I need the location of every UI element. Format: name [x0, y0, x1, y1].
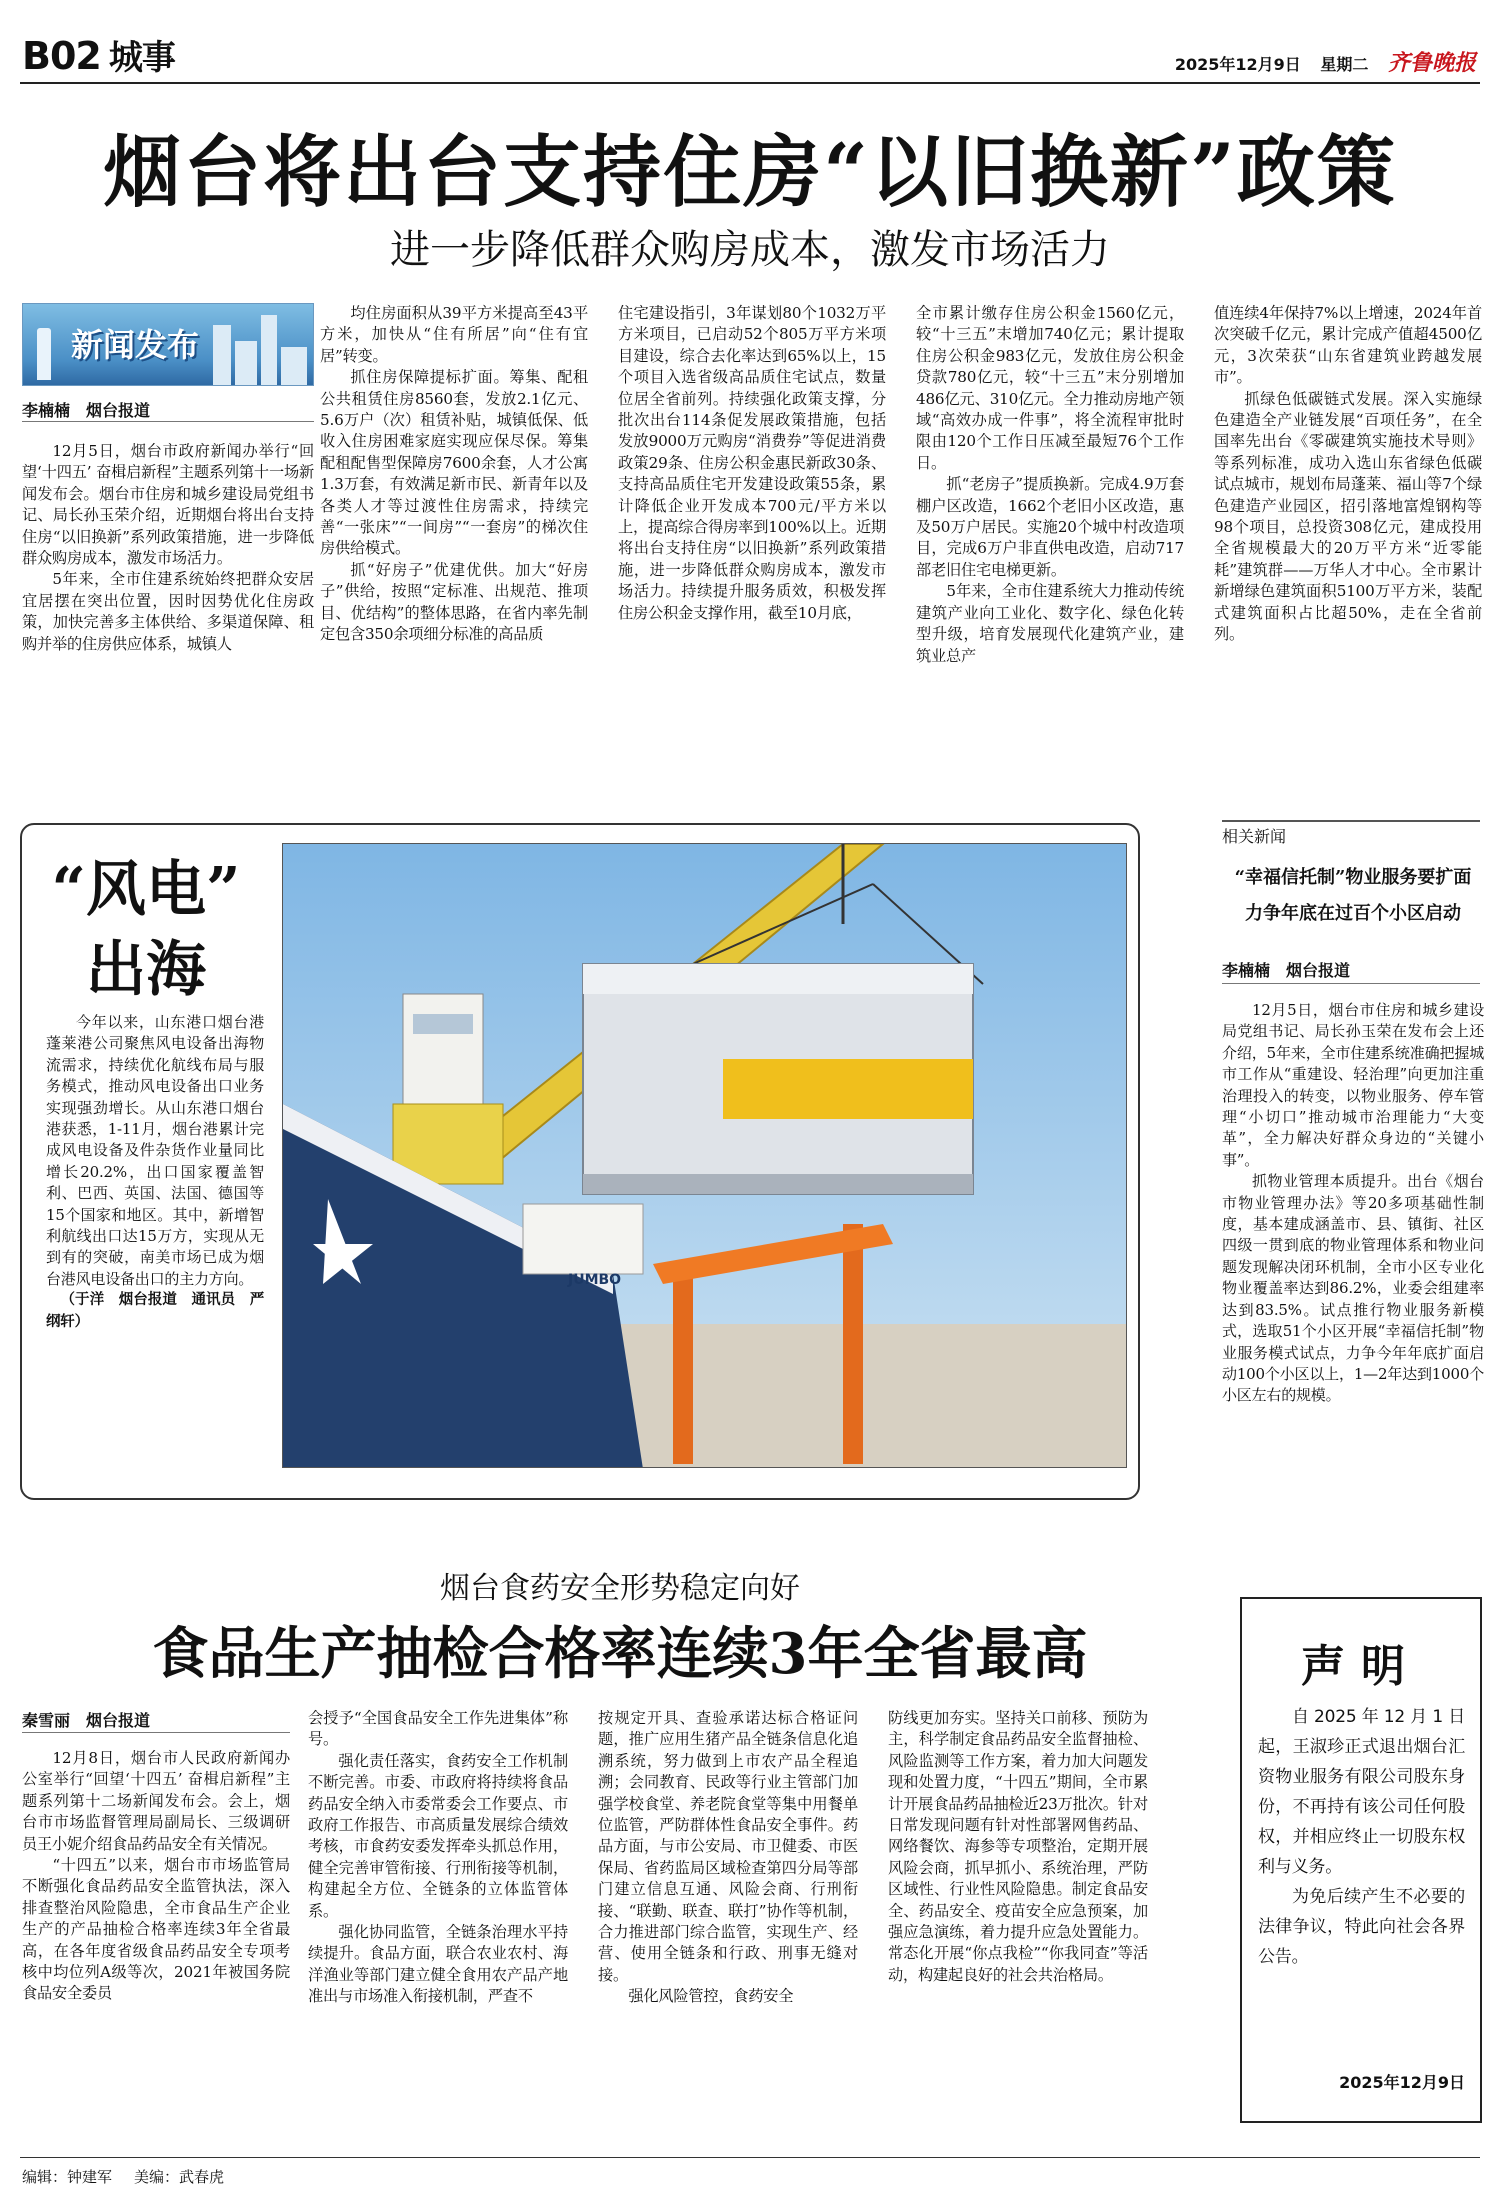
banner-text: 新闻发布	[71, 326, 200, 364]
lead-subhead: 进一步降低群众购房成本，激发市场活力	[390, 227, 1110, 273]
paragraph: 均住房面积从39平方米提高至43平方米，加快从“住有所居”向“住有宜居”转变。	[320, 304, 588, 365]
lead-column-4	[916, 303, 1184, 757]
byline-rule	[1222, 983, 1480, 984]
header-rule	[20, 82, 1480, 84]
paragraph: 自2025年12月1日起，王淑珍正式退出烟台汇资物业服务有限公司股东身份，不再持有该公司任何股权，并相应终止一切股东权利与义务。	[1258, 1707, 1465, 1877]
port-crane-ship-illustration	[283, 844, 1127, 1468]
byline-rule	[22, 1732, 290, 1733]
paragraph: 值连续4年保持7%以上增速，2024年首次突破千亿元，累计完成产值超4500亿元，3次荣获“山东省建筑业跨越发展市”。	[1214, 304, 1482, 387]
food-headline: 食品生产抽检合格率连续3年全省最高	[152, 1621, 1088, 1687]
paragraph: 5年来，全市住建系统大力推动传统建筑产业向工业化、数字化、绿色化转型升级，培育发展现代化建筑产业，建筑业总产	[916, 582, 1184, 665]
page-section-header	[22, 30, 175, 79]
related-headline-line-1: “幸福信托制”物业服务要扩面	[1234, 867, 1472, 888]
feature-title	[46, 850, 246, 1010]
news-release-banner	[22, 303, 314, 386]
paragraph: “十四五”以来，烟台市市场监管局不断强化食品药品安全监管执法，深入排查整治风险隐患，全市食品生产企业生产的产品抽检合格率连续3年全省最高，在各年度省级食品药品安全专项考核中均位列A级等次，2021年被国务院食品安全委员	[22, 1856, 290, 2003]
food-column-2	[308, 1708, 568, 2148]
page-number: B02	[22, 34, 101, 78]
paragraph: 全市累计缴存住房公积金1560亿元，较“十三五”末增加740亿元；累计提取住房公积金983亿元，发放住房公积金贷款780亿元，较“十三五”末分别增加486亿元、310亿元。全力推动房地产领域“高效办成一件事”，将全流程审批时限由120个工作日压减至最短76个工作日。	[916, 304, 1184, 472]
food-column-1	[22, 1748, 290, 2148]
newspaper-logo: 齐鲁晚报	[1387, 50, 1476, 76]
paragraph: 12月5日，烟台市住房和城乡建设局党组书记、局长孙玉荣在发布会上还介绍，5年来，全市住建系统准确把握城市工作从“重建设、轻治理”向更加注重治理投入的转变，以物业服务、停车管理“小切口”推动城市治理能力“大变革”，全力解决好群众身边的“关键小事”。	[1222, 1001, 1484, 1169]
notice-date: 2025年12月9日	[1339, 2073, 1465, 2092]
related-headline	[1222, 860, 1484, 932]
lighthouse-icon	[37, 328, 51, 380]
lead-column-1	[22, 441, 314, 757]
food-byline: 秦雪丽 烟台报道	[22, 1711, 151, 1730]
paragraph: 强化协同监管，全链条治理水平持续提升。食品方面，联合农业农村、海洋渔业等部门建立健全食用农产品产地准出与市场准入衔接机制，严查不	[308, 1923, 568, 2006]
related-byline: 李楠楠 烟台报道	[1222, 961, 1351, 980]
lead-column-3	[618, 303, 886, 757]
paragraph: 抓“好房子”优建优供。加大“好房子”供给，按照“定标准、出规范、推项目、优结构”的整体思路，在省内率先制定包含350余项细分标准的高品质	[320, 560, 588, 644]
paragraph: 抓绿色低碳链式发展。深入实施绿色建造全产业链发展“百项任务”，在全国率先出台《零碳建筑实施技术导则》等系列标准，成功入选山东省绿色低碳试点城市，规划布局蓬莱、福山等7个绿色建造产业园区，招引落地富煌钢构等98个项目，总投资308亿元，建成投用全省规模最大的20万平方米“近零能耗”建筑群——万华人才中心。全市累计新增绿色建筑面积5100万平方米，装配式建筑面积占比超50%，走在全省前列。	[1214, 389, 1482, 644]
masthead-info	[1175, 46, 1476, 77]
food-kicker: 烟台食药安全形势稳定向好	[440, 1571, 800, 1606]
lead-column-5	[1214, 303, 1482, 757]
notice-title: 声明	[1301, 1641, 1421, 1692]
food-column-4	[888, 1708, 1148, 2148]
editor-credit: 编辑：钟建军	[22, 2168, 113, 2186]
paragraph: 强化风险管控，食药安全	[628, 1987, 794, 2006]
feature-title-line-2: 出海	[86, 935, 206, 1005]
designer-credit: 美编：武春虎	[134, 2168, 225, 2186]
related-news-tag: 相关新闻	[1222, 827, 1287, 846]
paragraph: 5年来，全市住建系统始终把群众安居宜居摆在突出位置，因时因势优化住房政策，加快完善多主体供给、多渠道保障、租购并举的住房供应体系，城镇人	[22, 570, 314, 653]
byline-rule	[22, 421, 314, 422]
paragraph: 抓住房保障提标扩面。筹集、配租公共租赁住房8560套，发放2.1亿元、5.6万户（次）租赁补贴，城镇低保、低收入住房困难家庭实现应保尽保。筹集配租配售型保障房7600余套，人才公寓1.3万套，有效满足新市民、新青年以及各类人才等过渡性住房需求，持续完善“一张床”“一间房”“一套房”的梯次住房供给模式。	[320, 368, 588, 558]
paragraph: 会授予“全国食品安全工作先进集体”称号。	[308, 1709, 568, 1749]
related-headline-line-2: 力争年底在过百个小区启动	[1245, 903, 1461, 924]
paragraph: 为免后续产生不必要的法律争议，特此向社会各界公告。	[1258, 1887, 1465, 1967]
paragraph: 强化责任落实，食药安全工作机制不断完善。市委、市政府将持续将食品药品安全纳入市委常委会工作要点、市政府工作报告、市高质量发展综合绩效考核，市食药安委发挥牵头抓总作用，健全完善审管衔接、行刑衔接等机制，构建起全方位、全链条的立体监管体系。	[308, 1751, 568, 1920]
paragraph: 防线更加夯实。坚持关口前移、预防为主，科学制定食品药品安全监督抽检、风险监测等工作方案，着力加大问题发现和处置力度，“十四五”期间，全市累计开展食品药品抽检近23万批次。针对日常发现问题有针对性部署网售药品、网络餐饮、海参等专项整治，定期开展风险会商，抓早抓小、系统治理，严防区域性、行业性风险隐患。制定食品安全、药品安全、疫苗安全应急预案，加强应急演练，着力提升应急处置能力。常态化开展“你点我检”“你我同查”等活动，构建起良好的社会共治格局。	[888, 1709, 1148, 1984]
footer-rule	[20, 2157, 1480, 2158]
lead-headline: 烟台将出台支持住房“以旧换新”政策	[103, 127, 1397, 218]
paragraph: 按规定开具、查验承诺达标合格证问题，推广应用生猪产品全链条信息化追溯系统，努力做到上市农产品全程追溯；会同教育、民政等行业主管部门加强学校食堂、养老院食堂等集中用餐单位监管，严防群体性食品安全事件。药品方面，与市公安局、市卫健委、市医保局、省药监局区域检查第四分局等部门建立信息互通、风险会商、行刑衔接、“联勤、联查、联打”协作等机制，合力推进部门综合监管，实现生产、经营、使用全链条和行政、刑事无缝对接。	[598, 1709, 858, 1984]
wind-equipment-photo	[282, 843, 1127, 1468]
paragraph: 抓“老房子”提质换新。完成4.9万套棚户区改造，1662个老旧小区改造，惠及50万户居民。实施20个城中村改造项目，完成6万户非直供电改造，启动717部老旧住宅电梯更新。	[916, 475, 1184, 579]
related-body	[1222, 1000, 1484, 1520]
paragraph: 12月8日，烟台市人民政府新闻办公室举行“回望‘十四五’ 奋楫启新程”主题系列第十二场新闻发布会。会上，烟台市市场监督管理局副局长、三级调研员王小妮介绍食品药品安全有关情况。	[22, 1749, 290, 1853]
lead-column-2	[320, 303, 588, 757]
food-column-3	[598, 1708, 858, 2148]
feature-body	[46, 1012, 264, 1452]
paragraph: 住宅建设指引，3年谋划80个1032万平方米项目，已启动52个805万平方米项目建设，综合去化率达到65%以上，15个项目入选省级高品质住宅试点，数量位居全省前列。持续强化政策支撑，分批次出台114条促发展政策措施，包括发放9000万元购房“消费券”等促进消费政策29条、住房公积金惠民新政30条、支持高品质住宅开发建设政策55条，累计降低企业开发成本700元/平方米以上，提高综合得房率到100%以上。近期将出台支持住房“以旧换新”系列政策措施，进一步降低群众购房成本，激发市场活力。持续提升服务质效，积极发挥住房公积金支撑作用，截至10月底，	[618, 304, 886, 622]
notice-body	[1258, 1702, 1465, 2062]
section-name: 城事	[108, 38, 175, 78]
page-footer	[22, 2166, 224, 2187]
lead-byline: 李楠楠 烟台报道	[22, 401, 151, 420]
issue-weekday: 星期二	[1320, 55, 1369, 74]
paragraph: 抓物业管理本质提升。出台《烟台市物业管理办法》等20多项基础性制度，基本建成涵盖市、县、镇街、社区四级一贯到底的物业管理体系和物业问题发现解决闭环机制，全市小区专业化物业覆盖率达到86.2%，业委会组建率达到83.5%。试点推行物业服务新模式，选取51个小区开展“幸福信托制”物业服务模式试点，力争今年年底扩面启动100个小区以上，1—2年达到1000个小区左右的规模。	[1222, 1172, 1484, 1405]
related-rule	[1222, 820, 1480, 822]
ship-hull-text: JUMBO	[568, 1272, 622, 1288]
paragraph: 今年以来，山东港口烟台港蓬莱港公司聚焦风电设备出海物流需求，持续优化航线布局与服务模式，推动风电设备出口业务实现强劲增长。从山东港口烟台港获悉，1-11月，烟台港累计完成风电设备及件杂货作业量同比增长20.2%，出口国家覆盖智利、巴西、英国、法国、德国等15个国家和地区。其中，新增智利航线出口达15万方，实现从无到有的突破，南美市场已成为烟台港风电设备出口的主力方向。	[46, 1013, 264, 1288]
paragraph: 12月5日，烟台市政府新闻办举行“回望‘十四五’ 奋楫启新程”主题系列第十一场新闻发布会。烟台市住房和城乡建设局党组书记、局长孙玉荣介绍，近期烟台将出台支持住房“以旧换新”系列政策措施，进一步降低群众购房成本，激发市场活力。	[22, 442, 314, 568]
feature-title-line-1: “风电”	[51, 855, 241, 925]
issue-date: 2025年12月9日	[1174, 55, 1301, 74]
photo-credit: （于洋 烟台报道 通讯员 严纲轩）	[46, 1292, 264, 1330]
